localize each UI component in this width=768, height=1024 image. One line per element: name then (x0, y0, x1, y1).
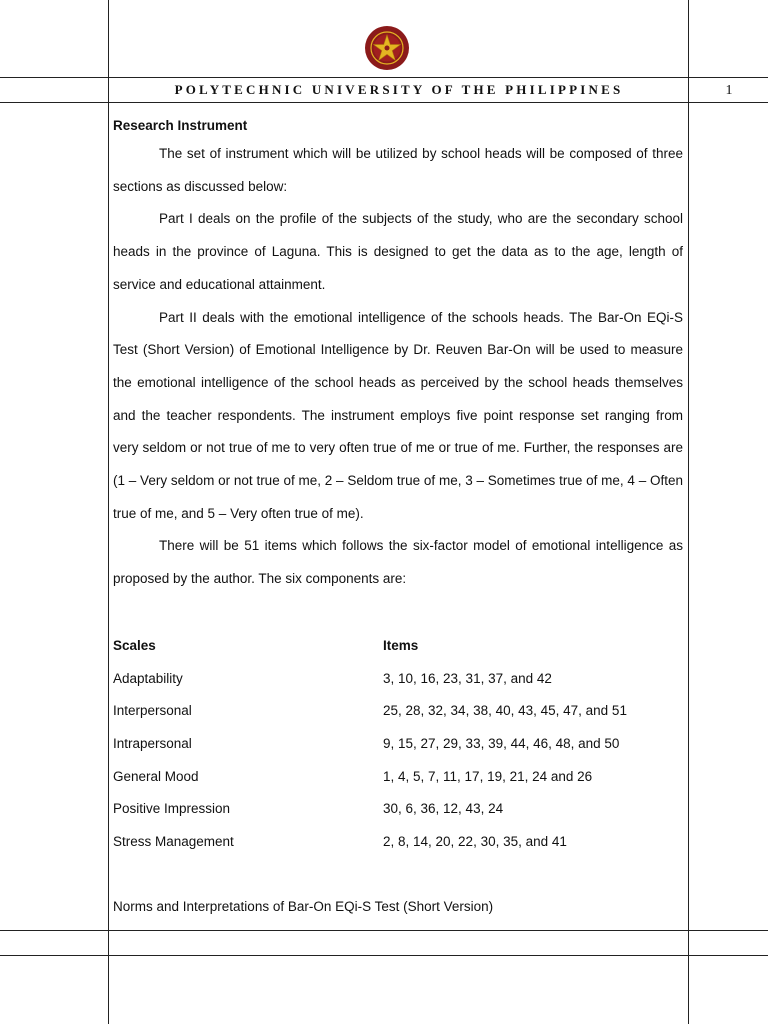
section-heading: Research Instrument (113, 118, 248, 133)
paragraph-part-one-text: Part I deals on the profile of the subjects of the study, who are the secondary school heads in the province of Laguna. This is designed to get the data as to the age, length of service and educational attainment. (113, 211, 683, 292)
norms-caption: Norms and Interpretations of Bar-On EQi-S Test (Short Version) (113, 898, 494, 914)
table-cell-scale: Intrapersonal (113, 735, 192, 751)
table-cell-items: 9, 15, 27, 29, 33, 39, 44, 46, 48, and 50 (383, 735, 620, 751)
paragraph-part-one (113, 203, 683, 301)
table-row (113, 826, 683, 859)
paragraph-intro (113, 138, 683, 203)
table-cell-scale: General Mood (113, 768, 199, 784)
table-header-row (113, 630, 683, 663)
table-row (113, 793, 683, 826)
table-row (113, 761, 683, 794)
table-cell-scale: Interpersonal (113, 703, 192, 719)
paragraph-part-two (113, 302, 683, 531)
university-seal-icon (364, 25, 410, 71)
table-row (113, 663, 683, 696)
header-top-line (0, 77, 768, 78)
table-cell-scale: Adaptability (113, 670, 183, 686)
right-margin-line (688, 0, 689, 1024)
table-cell-items: 30, 6, 36, 12, 43, 24 (383, 801, 504, 817)
table-cell-items: 25, 28, 32, 34, 38, 40, 43, 45, 47, and 51 (383, 703, 627, 719)
paragraph-components-text: There will be 51 items which follows the six-factor model of emotional intelligence as proposed by the author. The six components are: (113, 538, 683, 587)
page-number: 1 (725, 83, 733, 98)
table-row (113, 728, 683, 761)
paragraph-part-two-text: Part II deals with the emotional intelligence of the schools heads. The Bar-On EQi-S Test (Short Version) of Emotional Intelligence by Dr. Reuven Bar-On will be used to measure the emotional intelligence of the school heads as perceived by the school heads themselves and the teacher respondents. The instrument employs five point response set ranging from very seldom or not true of me to very often true of me or true of me. Further, the responses are (1 – Very seldom or not true of me, 2 – Seldom true of me, 3 – Sometimes true of me, 4 – Often true of me, and 5 – Very often true of me). (113, 309, 683, 521)
left-margin-line (108, 0, 109, 1024)
table-cell-items: 3, 10, 16, 23, 31, 37, and 42 (383, 670, 552, 686)
header-bottom-line (0, 102, 768, 103)
paragraph-components (113, 530, 683, 595)
scales-table (113, 630, 683, 859)
table-cell-scale: Stress Management (113, 833, 234, 849)
table-cell-scale: Positive Impression (113, 801, 231, 817)
document-body (113, 114, 683, 923)
university-name: POLYTECHNIC UNIVERSITY OF THE PHILIPPINES (174, 82, 624, 97)
footer-top-line (0, 930, 768, 931)
table-header-items: Items (383, 637, 419, 653)
table-header-scales: Scales (113, 637, 156, 653)
footer-bottom-line (0, 955, 768, 956)
paragraph-intro-text: The set of instrument which will be utilized by school heads will be composed of three sections as discussed below: (113, 146, 683, 194)
table-row (113, 695, 683, 728)
table-cell-items: 1, 4, 5, 7, 11, 17, 19, 21, 24 and 26 (383, 768, 593, 784)
table-cell-items: 2, 8, 14, 20, 22, 30, 35, and 41 (383, 833, 567, 849)
